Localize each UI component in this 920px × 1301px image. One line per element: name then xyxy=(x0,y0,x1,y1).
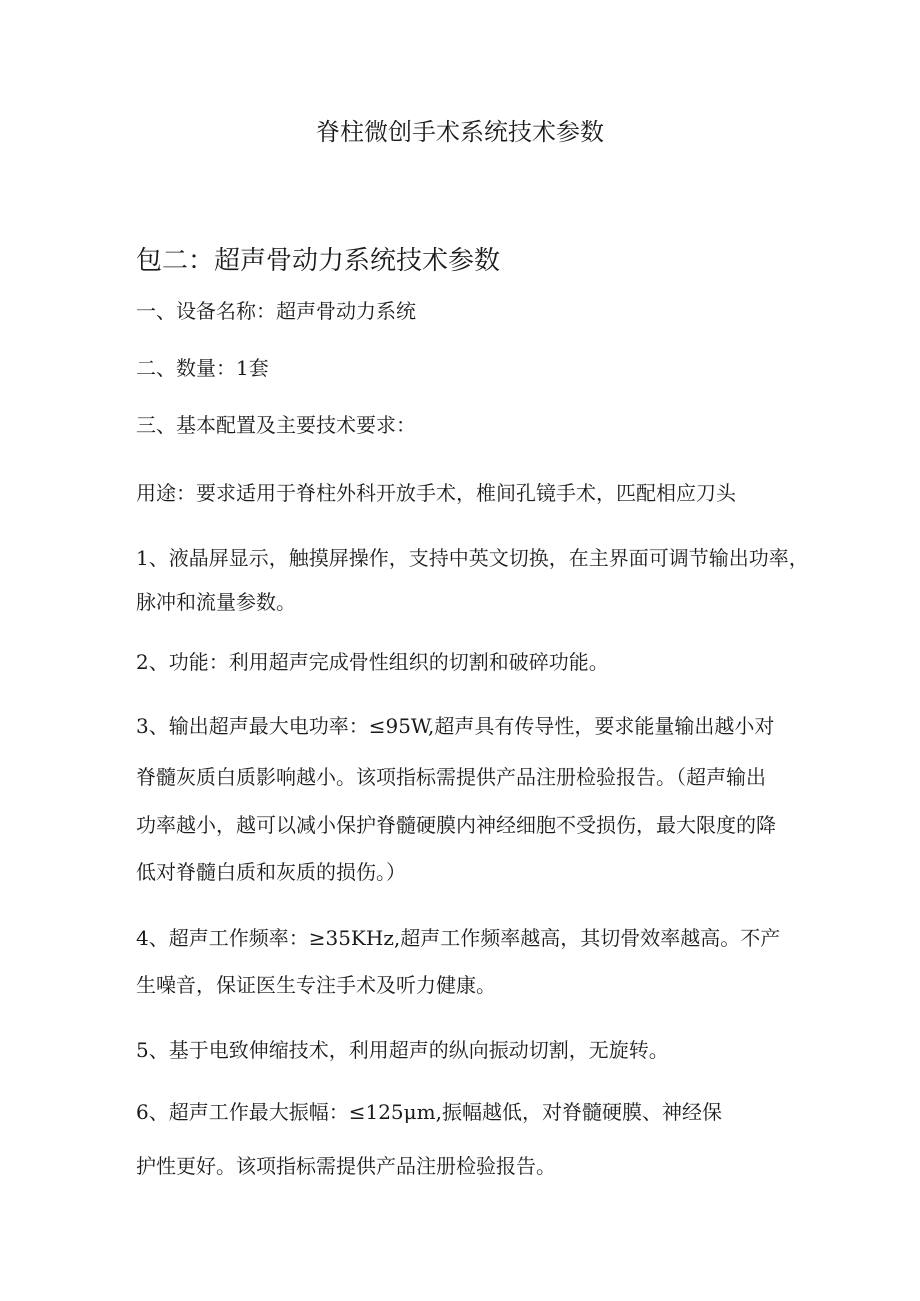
paragraph-line: 脉冲和流量参数。 xyxy=(136,590,296,614)
paragraph-line: 三、基本配置及主要技术要求： xyxy=(136,413,416,437)
document-title: 脊柱微创手术系统技术参数 xyxy=(316,118,604,146)
paragraph-line: 一、设备名称：超声骨动力系统 xyxy=(136,299,416,323)
paragraph-line: 1、液晶屏显示，触摸屏操作，支持中英文切换，在主界面可调节输出功率， xyxy=(136,546,809,570)
paragraph-line: 生噪音，保证医生专注手术及听力健康。 xyxy=(136,973,496,997)
section-heading: 包二：超声骨动力系统技术参数 xyxy=(136,246,501,276)
paragraph-line: 低对脊髓白质和灰质的损伤。） xyxy=(136,860,406,884)
paragraph-line: 脊髓灰质白质影响越小。该项指标需提供产品注册检验报告。（超声输出 xyxy=(136,765,766,789)
paragraph-line: 用途：要求适用于脊柱外科开放手术，椎间孔镜手术，匹配相应刀头 xyxy=(136,481,736,505)
paragraph-line: 护性更好。该项指标需提供产品注册检验报告。 xyxy=(136,1154,556,1178)
paragraph-line: 5、基于电致伸缩技术，利用超声的纵向振动切割，无旋转。 xyxy=(136,1038,669,1062)
paragraph-line: 2、功能：利用超声完成骨性组织的切割和破碎功能。 xyxy=(136,650,609,674)
paragraph-line: 3、输出超声最大电功率：≤95W,超声具有传导性，要求能量输出越小对 xyxy=(136,714,775,738)
paragraph-line: 二、数量：1套 xyxy=(136,356,269,380)
paragraph-line: 4、超声工作频率：≥35KHz,超声工作频率越高，其切骨效率越高。不产 xyxy=(136,926,781,950)
paragraph-line: 6、超声工作最大振幅：≤125μm,振幅越低，对脊髓硬膜、神经保 xyxy=(136,1100,722,1124)
paragraph-line: 功率越小，越可以减小保护脊髓硬膜内神经细胞不受损伤，最大限度的降 xyxy=(136,813,776,837)
